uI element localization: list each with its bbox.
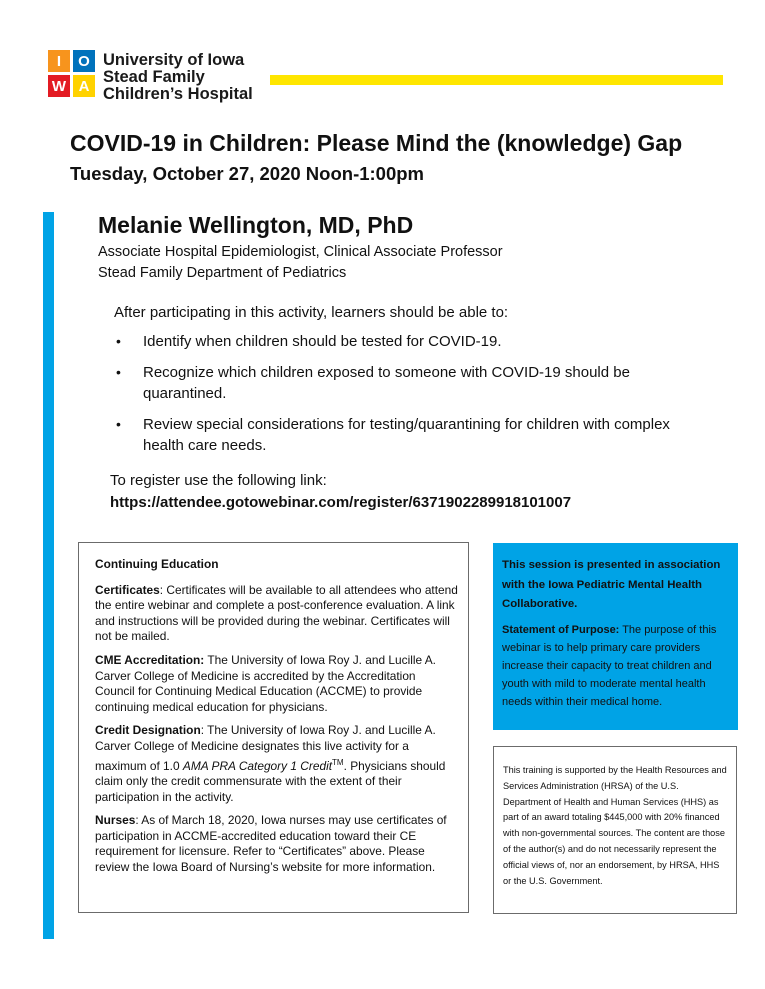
credit-italic: AMA PRA Category 1 Credit — [182, 758, 333, 773]
credit-text-2: . Physicians should claim only the credit commensurate with the extent of their participation in the activity. — [95, 758, 446, 804]
objectives-intro: After participating in this activity, learners should be able to: — [114, 304, 509, 321]
certificates-label: Certificates — [95, 582, 160, 597]
objective-item: • Review special considerations for testing/quarantining for children with complex health care needs. — [114, 414, 694, 456]
objective-item: • Identify when children should be tested for COVID-19. — [114, 331, 694, 352]
funding-disclaimer-box — [493, 746, 737, 914]
ce-nurses — [95, 813, 458, 875]
certificates-text: : Certificates will be available to all attendees who attend the entire webinar and complete a post-conference evaluation. A link and instructions will be provided during the webinar. Certificates will not be mailed. — [95, 582, 458, 644]
objectives-list — [114, 331, 694, 466]
speaker-name: Melanie Wellington, MD, PhD — [98, 212, 414, 238]
yellow-accent-bar — [270, 75, 723, 85]
cme-label: CME Accreditation: — [95, 652, 205, 667]
nurses-label: Nurses — [95, 813, 136, 828]
ce-certificates — [95, 583, 458, 645]
speaker-title: Associate Hospital Epidemiologist, Clinical Associate Professor — [98, 244, 503, 260]
credit-label: Credit Designation — [95, 723, 201, 738]
logo-letter-a: A — [73, 75, 95, 97]
purpose-text: The purpose of this webinar is to help primary care providers increase their capacity to treat children and youth with mild to moderate mental health needs within their medical home. — [502, 623, 717, 708]
org-line-3: Children’s Hospital — [103, 85, 253, 103]
registration-link[interactable]: https://attendee.gotowebinar.com/register/6371902289918101007 — [110, 494, 572, 511]
event-date: Tuesday, October 27, 2020 Noon-1:00pm — [70, 163, 425, 184]
nurses-text: : As of March 18, 2020, Iowa nurses may use certificates of participation in ACCME-accredited education toward their CE requirement for licensure. Refer to “Certificates” above. Please review the Iowa Board of Nursing’s website for more information. — [95, 813, 447, 875]
ce-cme-accreditation — [95, 653, 458, 715]
registration-text: To register use the following link: — [110, 472, 327, 489]
association-heading: This session is presented in association with the Iowa Pediatric Mental Health Collaborative. — [502, 559, 721, 610]
event-title: COVID-19 in Children: Please Mind the (knowledge) Gap — [70, 130, 683, 156]
ce-heading: Continuing Education — [95, 557, 219, 571]
logo-letter-i: I — [48, 50, 70, 72]
org-line-2: Stead Family — [103, 68, 205, 86]
org-line-1: University of Iowa — [103, 51, 245, 69]
association-box — [493, 543, 738, 730]
cme-text: The University of Iowa Roy J. and Lucille A. Carver College of Medicine is accredited by the Accreditation Council for Continuing Medical Education (ACCME) to provide continuing medical education for physicians. — [95, 652, 436, 714]
continuing-education-box — [78, 542, 469, 913]
logo-letter-o: O — [73, 50, 95, 72]
purpose-label: Statement of Purpose: — [502, 623, 620, 636]
blue-accent-bar — [43, 212, 54, 939]
speaker-department: Stead Family Department of Pediatrics — [98, 265, 347, 281]
logo-letter-w: W — [48, 75, 70, 97]
ce-credit-designation — [95, 723, 458, 805]
credit-text-1: : The University of Iowa Roy J. and Lucille A. Carver College of Medicine designates this live activity for a maximum of 1.0 — [95, 723, 436, 773]
hospital-logo — [48, 50, 96, 98]
trademark: TM — [332, 757, 344, 767]
funding-text: This training is supported by the Health Resources and Services Administration (HRSA) of the U.S. Department of Health and Human Services (HHS) as part of an award totaling $445,000 with 20% financed with non-governmental sources. The content are those of the author(s) and do not necessarily represent the official views of, nor an endorsement, by HRSA, HHS or the U.S. Government. — [503, 765, 727, 886]
organization-name — [103, 52, 253, 103]
statement-of-purpose — [502, 621, 729, 711]
objective-item: • Recognize which children exposed to someone with COVID-19 should be quarantined. — [114, 362, 694, 404]
